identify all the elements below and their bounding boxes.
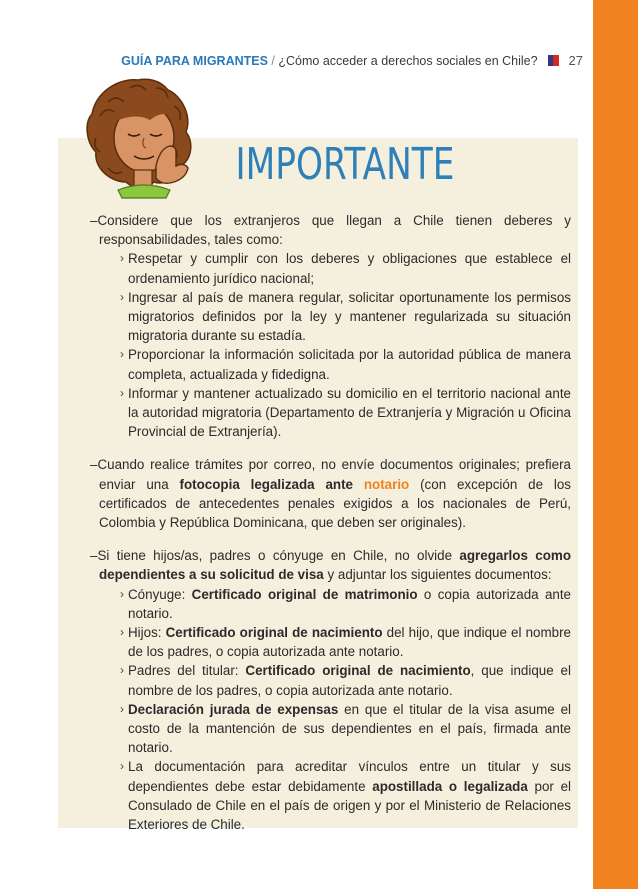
doc-bold: Certificado original de nacimiento [165,625,383,641]
doc-bold: Declaración jurada de expensas [128,701,339,717]
doc-post: o copia autorizada ante notario. [128,586,572,621]
list-item [120,661,571,699]
mail-orange: notario [363,476,410,492]
page-title: IMPORTANTE [235,139,455,190]
list-item [120,585,571,623]
doc-pre: Hijos: [128,625,166,641]
doc-post: en que el titular de la visa asume el costo de la mantención de sus dependientes en el país, firmada ante notario. [128,701,571,756]
list-item [120,623,571,661]
list-item [120,757,571,834]
woman-avatar-icon [78,72,228,202]
doc-pre: La documentación para acreditar vínculos entre un titular y sus dependientes debe estar debidamente [128,759,571,794]
list-item: › Ingresar al país de manera regular, solicitar oportunamente los permisos migratorios definidos por la ley y mantener regularizada su situación migratoria durante su estadía. [120,288,571,346]
chile-flag-icon [548,55,559,66]
doc-bold: Certificado original de matrimonio [191,586,418,602]
guide-title: GUÍA PARA MIGRANTES [121,54,268,68]
list-item: › Proporcionar la información solicitada por la autoridad pública de manera completa, actualizada y fidedigna. [120,345,571,383]
doc-pre: Cónyuge: [128,586,192,602]
duties-intro: –Considere que los extranjeros que llegan a Chile tienen deberes y responsabilidades, tales como: [90,213,571,248]
orange-side-bar [593,0,638,889]
list-item [120,700,571,758]
header-subtitle: ¿Cómo acceder a derechos sociales en Chile? [278,54,538,68]
dep-bold: agregarlos como dependientes a su solicitud de visa [99,548,571,583]
page-header [0,52,583,70]
main-content [90,211,571,834]
section-duties [90,211,571,249]
mail-text-2: (con excepción de los certificados de antecedentes penales exigidos a los nacionales de Perú, Colombia y República Dominicana, que deben ser originales). [99,476,571,531]
documents-list [120,585,571,835]
duties-list [120,249,571,441]
dep-text-1: –Si tiene hijos/as, padres o cónyuge en Chile, no olvide [90,548,460,564]
dep-text-2: y adjuntar los siguientes documentos: [323,567,552,583]
mail-bold: fotocopia legalizada ante [179,476,353,492]
doc-bold: Certificado original de nacimiento [245,663,471,679]
list-item: › Respetar y cumplir con los deberes y obligaciones que establece el ordenamiento jurídico nacional; [120,249,571,287]
doc-post: del hijo, que indique el nombre de los padres, o copia autorizada ante notario. [128,625,571,660]
section-mail [90,455,571,532]
section-dependents [90,546,571,584]
page-number: 27 [568,53,583,68]
doc-post: , que indique el nombre de los padres, o copia autorizada ante notario. [128,663,571,698]
mail-text-1: –Cuando realice trámites por correo, no envíe documentos originales; prefiera enviar una [90,457,571,492]
doc-bold: apostillada o legalizada [372,778,528,794]
doc-pre: Padres del titular: [128,663,246,679]
header-separator: / [271,54,275,68]
list-item: › Informar y mantener actualizado su domicilio en el territorio nacional ante la autoridad migratoria (Departamento de Extranjería y Migración u Oficina Provincial de Extranjería). [120,384,571,442]
doc-post: por el Consulado de Chile en el país de origen y por el Ministerio de Relaciones Exteriores de Chile. [128,778,572,833]
